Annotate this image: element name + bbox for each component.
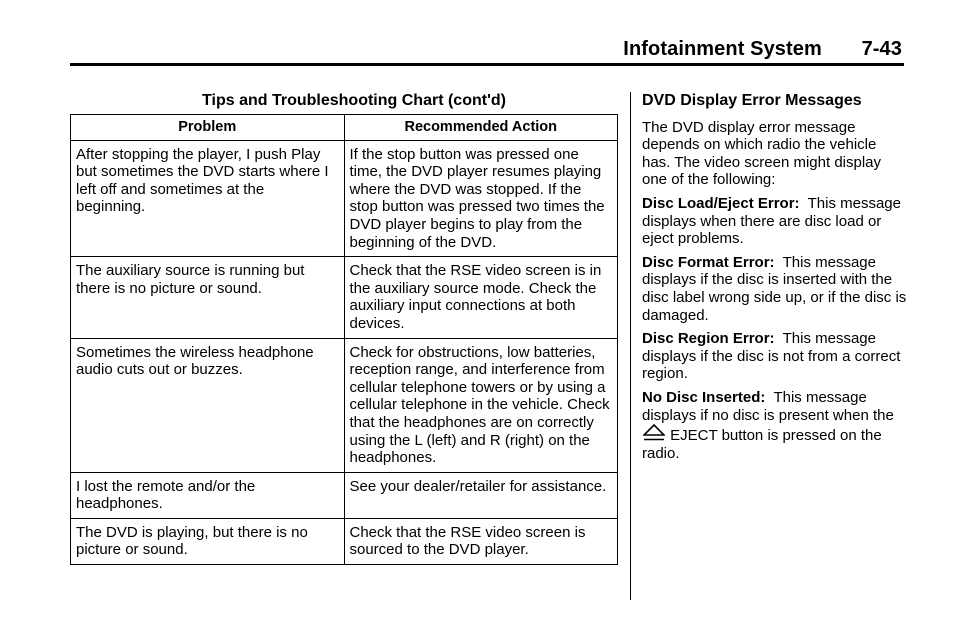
action-cell: Check that the RSE video screen is sourced to the DVD player. bbox=[344, 518, 618, 564]
problem-cell: I lost the remote and/or the headphones. bbox=[71, 472, 345, 518]
message-description: This message displays if no disc is present when the bbox=[642, 388, 894, 424]
action-cell: See your dealer/retailer for assistance. bbox=[344, 472, 618, 518]
section-heading: DVD Display Error Messages bbox=[642, 92, 862, 109]
column-header-action: Recommended Action bbox=[344, 115, 618, 141]
message-term: Disc Format Error: bbox=[642, 253, 775, 271]
error-messages-section bbox=[642, 92, 908, 468]
message-entry bbox=[642, 254, 908, 324]
problem-cell: After stopping the player, I push Play but sometimes the DVD starts where I left off and sometimes at the beginning. bbox=[71, 140, 345, 257]
message-term: Disc Load/Eject Error: bbox=[642, 194, 800, 212]
table-row bbox=[71, 257, 618, 338]
table-row bbox=[71, 518, 618, 564]
troubleshooting-table bbox=[70, 114, 618, 565]
page-header bbox=[623, 38, 902, 61]
message-description: This message displays when there are disc load or eject problems. bbox=[642, 194, 901, 248]
table-header-row bbox=[71, 115, 618, 141]
troubleshooting-section bbox=[70, 92, 618, 565]
section-title: Infotainment System bbox=[623, 38, 822, 60]
problem-cell: Sometimes the wireless headphone audio cuts out or buzzes. bbox=[71, 338, 345, 472]
problem-cell: The DVD is playing, but there is no picture or sound. bbox=[71, 518, 345, 564]
table-row bbox=[71, 338, 618, 472]
message-entry bbox=[642, 195, 908, 248]
message-description: This message displays if the disc is not from a correct region. bbox=[642, 330, 901, 383]
message-term: No Disc Inserted: bbox=[642, 388, 766, 406]
message-description-continued: EJECT button is pressed on the radio. bbox=[642, 427, 882, 462]
message-entry bbox=[642, 330, 908, 383]
page-number: 7-43 bbox=[861, 38, 902, 60]
header-rule bbox=[70, 63, 904, 66]
action-cell: Check for obstructions, low batteries, reception range, and interference from cellular telephone towers or by using a cellular telephone in the vehicle. Check that the headphones are on correctly using the L (left) and R (right) on the headphones. bbox=[344, 338, 618, 472]
table-row bbox=[71, 472, 618, 518]
message-entry bbox=[642, 389, 908, 462]
message-description: This message displays if the disc is inserted with the disc label wrong side up, or if the disc is damaged. bbox=[642, 253, 907, 324]
action-cell: If the stop button was pressed one time, the DVD player resumes playing where the DVD was stopped. If the stop button was pressed two times the DVD player begins to play from the beginning of the DVD. bbox=[344, 140, 618, 257]
problem-cell: The auxiliary source is running but there is no picture or sound. bbox=[71, 257, 345, 338]
table-title: Tips and Troubleshooting Chart (cont'd) bbox=[202, 92, 506, 109]
intro-paragraph: The DVD display error message depends on which radio the vehicle has. The video screen might display one of the following: bbox=[642, 118, 882, 189]
column-divider bbox=[630, 92, 631, 600]
message-term: Disc Region Error: bbox=[642, 330, 775, 348]
column-header-problem: Problem bbox=[71, 115, 345, 141]
eject-icon bbox=[643, 424, 665, 442]
action-cell: Check that the RSE video screen is in the auxiliary source mode. Check the auxiliary input connections at both devices. bbox=[344, 257, 618, 338]
table-row bbox=[71, 140, 618, 257]
